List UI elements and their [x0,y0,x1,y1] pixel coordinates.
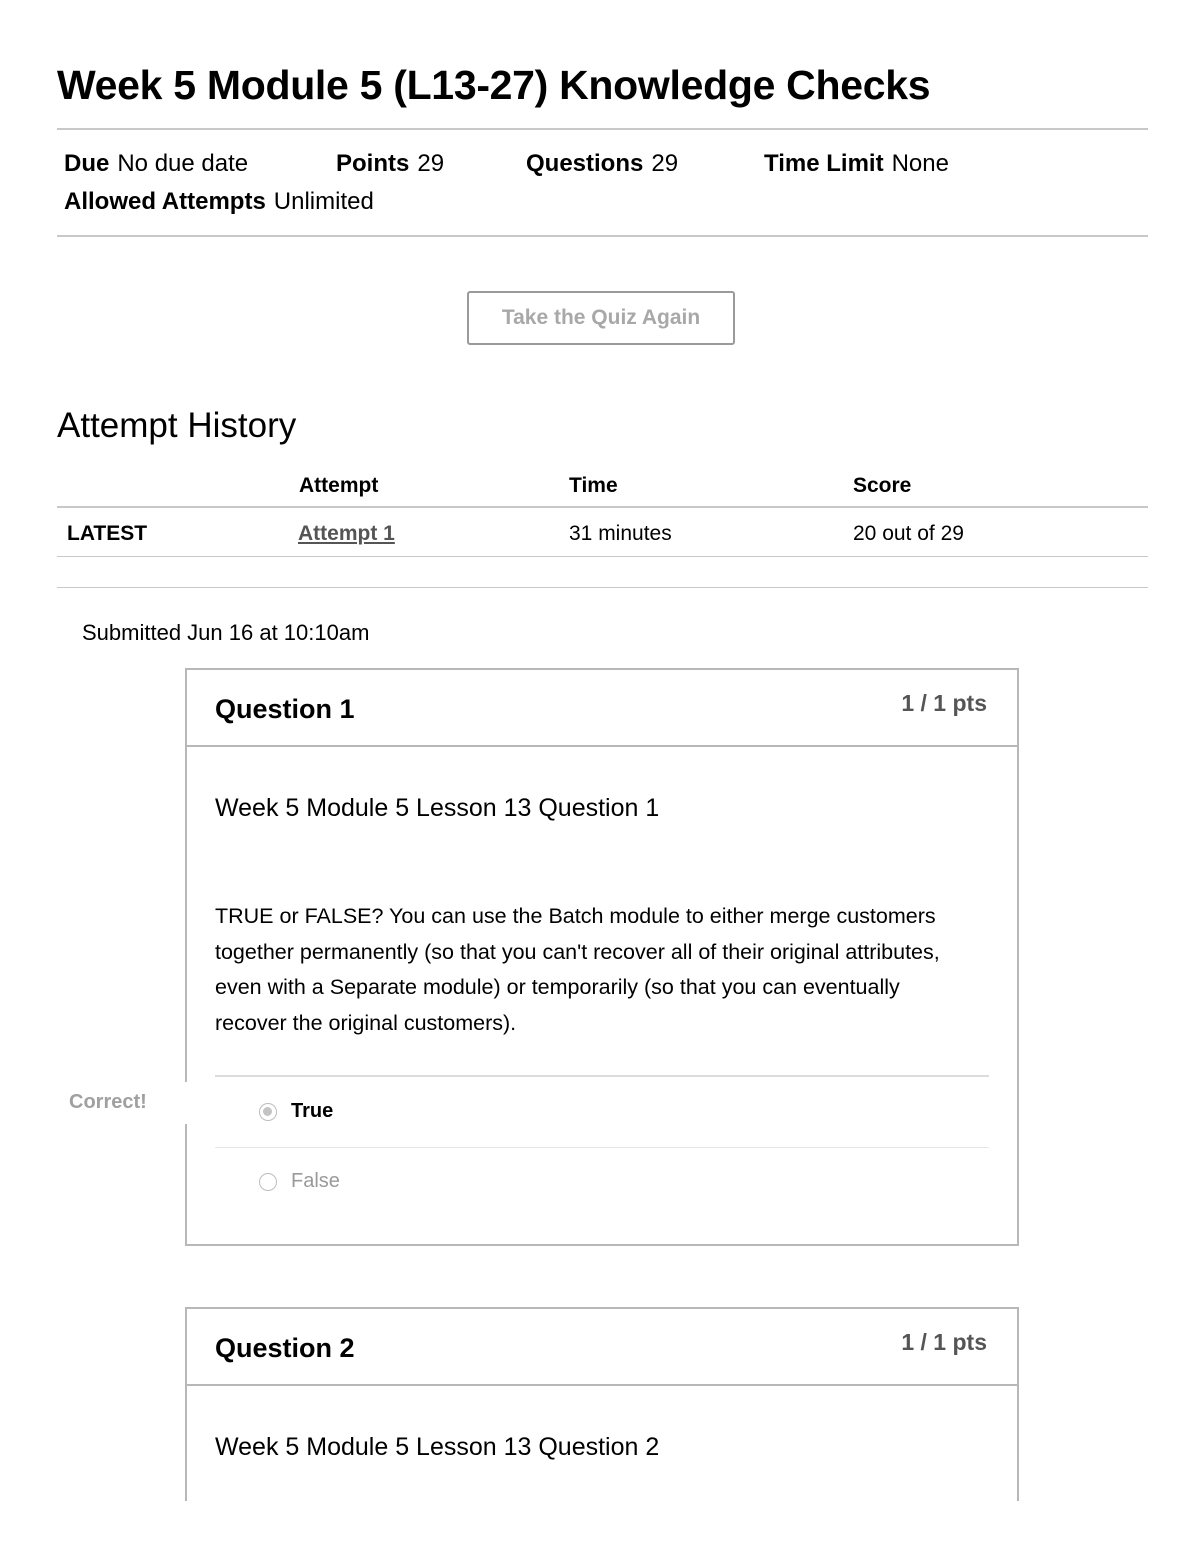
due-label: Due [64,150,110,177]
question-points: 1 / 1 pts [901,1329,987,1355]
answer-divider [215,1147,989,1148]
answer-label: False [291,1170,340,1192]
due-value: No due date [117,150,249,177]
attempt-score: 20 out of 29 [853,522,964,545]
allowed-attempts-info [64,188,374,216]
take-quiz-again-button[interactable]: Take the Quiz Again [467,291,735,345]
column-header-attempt: Attempt [299,474,379,497]
points-value: 29 [417,150,445,177]
question-card-2 [185,1307,1019,1501]
divider [57,235,1148,237]
radio-selected-icon[interactable] [259,1103,277,1121]
question-title: Question 2 [215,1333,355,1363]
attempt-time: 31 minutes [569,522,672,545]
submitted-timestamp: Submitted Jun 16 at 10:10am [82,620,370,645]
allowed-attempts-label: Allowed Attempts [64,188,266,215]
answer-label: True [291,1100,334,1122]
due-info [64,150,248,178]
column-header-time: Time [569,474,618,497]
question-points: 1 / 1 pts [901,690,987,716]
time-limit-info [764,150,949,178]
divider [57,128,1148,130]
table-row-divider [57,556,1148,557]
latest-tag: LATEST [67,522,148,545]
questions-info [526,150,678,178]
question-header [187,670,1017,747]
points-info [336,150,444,178]
question-subtitle: Week 5 Module 5 Lesson 13 Question 1 [215,794,660,822]
question-text: TRUE or FALSE? You can use the Batch module to either merge customers together permanently (so that you can't recover all of their original attributes, even with a Separate module) or temporarily (so that you can eventually recover the original customers). [215,904,940,1035]
page-title: Week 5 Module 5 (L13-27) Knowledge Checks [57,62,931,108]
points-label: Points [336,150,410,177]
question-card-1 [185,668,1019,1246]
column-header-score: Score [853,474,912,497]
time-limit-label: Time Limit [764,150,884,177]
divider [57,587,1148,588]
time-limit-value: None [891,150,949,177]
radio-empty-icon[interactable] [259,1173,277,1191]
question-subtitle: Week 5 Module 5 Lesson 13 Question 2 [215,1433,660,1461]
questions-label: Questions [526,150,644,177]
answer-option-false[interactable] [259,1170,340,1193]
attempt-history-heading: Attempt History [57,406,297,445]
table-header-divider [57,506,1148,508]
answer-option-true[interactable] [259,1100,333,1123]
correct-answer-flag: Correct! [69,1091,147,1113]
allowed-attempts-value: Unlimited [273,188,374,215]
attempt-1-link[interactable]: Attempt 1 [298,522,395,545]
correct-flag-notch [180,1082,192,1124]
question-title: Question 1 [215,694,355,724]
question-header [187,1309,1017,1386]
questions-value: 29 [651,150,679,177]
answers-divider [215,1075,989,1077]
